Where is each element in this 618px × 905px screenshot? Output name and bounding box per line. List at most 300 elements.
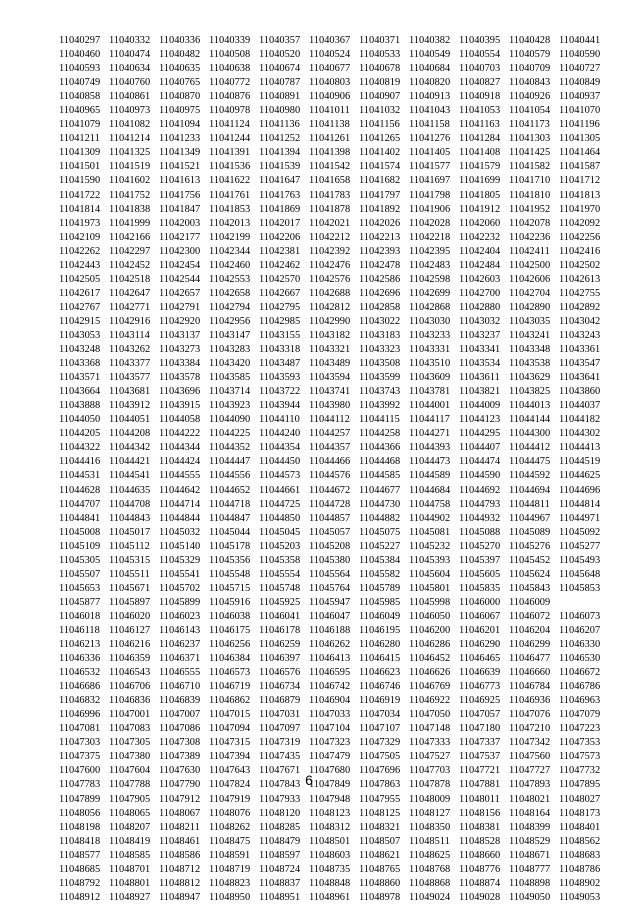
table-cell: 11040907 [359,91,401,103]
table-cell: 11045624 [509,568,551,580]
table-cell: 11042647 [109,287,151,299]
table-cell: 11046038 [209,610,251,622]
table-cell: 11045277 [559,540,601,552]
table-cell: 11044718 [209,498,251,510]
table-cell: 11042915 [59,315,101,327]
table-cell: 11047899 [59,793,101,805]
table-cell: 11044473 [409,456,451,468]
table-cell: 11047505 [359,751,401,763]
table-row [59,203,609,217]
table-cell: 11041325 [109,147,151,159]
table-cell: 11042990 [309,315,351,327]
table-cell: 11042956 [209,315,251,327]
table-cell: 11047721 [459,765,501,777]
table-cell: 11042812 [309,301,351,313]
table-cell: 11047630 [159,765,201,777]
table-cell: 11045045 [259,526,301,538]
table-cell: 11045208 [309,540,351,552]
table-cell: 11041252 [259,133,301,145]
table-cell: 11046009 [509,596,551,608]
table-cell: 11047727 [509,765,551,777]
table-cell: 11041587 [559,161,601,173]
table-cell: 11044730 [359,498,401,510]
table-cell: 11044354 [259,442,301,454]
table-cell: 11041398 [309,147,351,159]
table-cell: 11042460 [209,259,251,271]
table-cell: 11042890 [509,301,551,313]
table-cell: 11045088 [459,526,501,538]
table-row [59,821,609,835]
table-cell: 11044447 [209,456,251,468]
table-row [59,540,609,554]
table-cell: 11042218 [409,231,451,243]
table-cell: 11047086 [159,723,201,735]
table-cell: 11045748 [259,582,301,594]
table-cell: 11042297 [109,245,151,257]
table-cell: 11047094 [209,723,251,735]
table-row [59,357,609,371]
table-cell: 11048027 [559,793,601,805]
table-cell: 11048381 [459,821,501,833]
table-cell: 11047537 [459,751,501,763]
table-cell: 11045092 [559,526,601,538]
table-cell: 11044366 [359,442,401,454]
table-cell: 11041973 [59,217,101,229]
table-cell: 11040371 [359,35,401,46]
table-cell: 11043534 [459,358,501,370]
table-cell: 11047573 [559,751,601,763]
table-cell: 11049053 [559,891,601,903]
table-cell: 11048076 [209,807,251,819]
table-cell: 11046262 [309,639,351,651]
table-cell: 11043248 [59,344,101,356]
table-cell: 11047083 [109,723,151,735]
table-cell: 11042598 [409,273,451,285]
table-cell: 11047319 [259,737,301,749]
table-cell: 11045671 [109,582,151,594]
table-cell: 11046143 [159,624,201,636]
table-cell: 11048262 [209,821,251,833]
table-cell: 11041233 [159,133,201,145]
table-cell: 11043348 [509,344,551,356]
table-cell: 11044590 [459,470,501,482]
table-cell: 11044661 [259,484,301,496]
table-cell: 11041602 [109,175,151,187]
table-cell: 11042443 [59,259,101,271]
table-cell: 11042078 [509,217,551,229]
table-cell: 11048801 [109,877,151,889]
table-cell: 11046073 [559,610,601,622]
table-row [59,48,609,62]
table-cell: 11048712 [159,863,201,875]
table-row [59,329,609,343]
table-row [59,484,609,498]
table-cell: 11042518 [109,273,151,285]
table-cell: 11043571 [59,372,101,384]
table-cell: 11047057 [459,709,501,721]
table-cell: 11046397 [259,653,301,665]
table-cell: 11041284 [459,133,501,145]
table-cell: 11043696 [159,386,201,398]
table-cell: 11047919 [209,793,251,805]
table-cell: 11045044 [209,526,251,538]
table-cell: 11046922 [409,695,451,707]
table-cell: 11047305 [109,737,151,749]
table-cell: 11042236 [509,231,551,243]
table-cell: 11047333 [409,737,451,749]
table-cell: 11044708 [109,498,151,510]
table-cell: 11048418 [59,835,101,847]
table-cell: 11040579 [509,49,551,61]
table-cell: 11047380 [109,751,151,763]
table-cell: 11047604 [109,765,151,777]
table-cell: 11041590 [59,175,101,187]
table-cell: 11042617 [59,287,101,299]
table-cell: 11043585 [209,372,251,384]
table-cell: 11041805 [459,189,501,201]
table-cell: 11042755 [559,287,601,299]
table-cell: 11040339 [209,35,251,46]
table-cell: 11048312 [309,821,351,833]
table-cell: 11040749 [59,77,101,89]
table-cell: 11046672 [559,667,601,679]
table-cell: 11044090 [209,414,251,426]
table-cell: 11040554 [459,49,501,61]
table-cell: 11046200 [409,624,451,636]
table-cell: 11047034 [359,709,401,721]
table-cell: 11040819 [359,77,401,89]
table-cell: 11041783 [309,189,351,201]
table-cell: 11042570 [259,273,301,285]
table-cell: 11046047 [309,610,351,622]
table-cell: 11047948 [309,793,351,805]
table-cell: 11048009 [409,793,451,805]
table-cell: 11040861 [109,91,151,103]
table-cell: 11042791 [159,301,201,313]
table-cell: 11042452 [109,259,151,271]
table-cell: 11043538 [509,358,551,370]
table-cell: 11046879 [259,695,301,707]
table-cell: 11044424 [159,456,201,468]
table-cell: 11048067 [159,807,201,819]
table-cell: 11043577 [109,372,151,384]
table-cell: 11047955 [359,793,401,805]
table-cell: 11048947 [159,891,201,903]
table-cell: 11042553 [209,273,251,285]
table-cell: 11041847 [159,203,201,215]
table-cell: 11044421 [109,456,151,468]
table-cell: 11047050 [409,709,451,721]
table-cell: 11041682 [359,175,401,187]
table-cell: 11047783 [59,779,101,791]
table-cell: 11048777 [509,863,551,875]
table-cell: 11046626 [409,667,451,679]
table-row [59,891,609,905]
table-cell: 11041163 [459,119,500,131]
table-cell: 11044811 [509,498,550,510]
table-cell: 11043032 [459,315,501,327]
table-cell: 11041712 [559,175,601,187]
table-cell: 11048056 [59,807,101,819]
table-cell: 11046573 [209,667,251,679]
table-cell: 11048786 [559,863,601,875]
table-cell: 11047033 [309,709,351,721]
table-cell: 11042771 [109,301,151,313]
table-cell: 11040635 [159,63,201,75]
table-cell: 11046067 [459,610,501,622]
table-cell: 11048120 [259,807,301,819]
table-cell: 11044117 [409,414,450,426]
table-cell: 11045507 [59,568,101,580]
table-cell: 11041878 [309,203,351,215]
table-cell: 11040870 [159,91,201,103]
table-cell: 11048768 [409,863,451,875]
table-cell: 11043321 [309,344,351,356]
table-cell: 11042166 [109,231,151,243]
table-cell: 11048401 [559,821,601,833]
table-row [59,694,609,708]
table-cell: 11042199 [209,231,251,243]
table-cell: 11046020 [109,610,151,622]
table-cell: 11045358 [259,554,301,566]
table-cell: 11044466 [309,456,351,468]
table-cell: 11046769 [409,681,451,693]
table-cell: 11046204 [509,624,551,636]
table-cell: 11046532 [59,667,101,679]
table-cell: 11045109 [59,540,101,552]
table-cell: 11044257 [309,428,351,440]
table-cell: 11046118 [59,624,100,636]
table-cell: 11046336 [59,653,101,665]
table-row [59,76,609,90]
table-cell: 11044541 [109,470,151,482]
table-cell: 11041196 [559,119,600,131]
table-cell: 11041539 [259,161,301,173]
table-cell: 11046477 [509,653,551,665]
table-cell: 11041622 [209,175,251,187]
table-cell: 11046041 [259,610,301,622]
table-cell: 11042985 [259,315,301,327]
table-cell: 11046384 [209,653,251,665]
table-cell: 11041658 [309,175,351,187]
table-cell: 11044058 [159,414,201,426]
table-cell: 11040787 [259,77,301,89]
table-cell: 11047210 [509,723,551,735]
table-cell: 11046018 [59,610,101,622]
table-row [59,343,609,357]
table-cell: 11044696 [559,484,601,496]
table-cell: 11040336 [159,35,201,46]
table-cell: 11046000 [459,596,501,608]
table-cell: 11040524 [309,49,351,61]
table-cell: 11046555 [159,667,201,679]
table-cell: 11040849 [559,77,601,89]
table-cell: 11046207 [559,624,601,636]
table-cell: 11041391 [209,147,251,159]
table-cell: 11041211 [59,133,100,145]
table-cell: 11045081 [409,526,451,538]
table-cell: 11046839 [159,695,201,707]
table-cell: 11041521 [159,161,201,173]
table-cell: 11047435 [259,751,301,763]
table-cell: 11045801 [409,582,451,594]
table-cell: 11041158 [409,119,450,131]
table-cell: 11046127 [109,624,151,636]
table-cell: 11046256 [209,639,251,651]
table-cell: 11047849 [309,779,351,791]
table-cell: 11044625 [559,470,601,482]
table-cell: 11048475 [209,835,251,847]
table-cell: 11044240 [259,428,301,440]
table-cell: 11047881 [459,779,501,791]
table-cell: 11046465 [459,653,501,665]
table-cell: 11046330 [559,639,601,651]
table-row [59,132,609,146]
table-cell: 11046862 [209,695,251,707]
table-cell: 11044271 [409,428,451,440]
table-cell: 11044677 [359,484,401,496]
table-cell: 11042404 [459,245,501,257]
table-cell: 11044475 [509,456,551,468]
table-cell: 11043384 [159,358,201,370]
table-cell: 11046904 [309,695,351,707]
table-cell: 11041261 [309,133,351,145]
table-cell: 11042794 [209,301,251,313]
table-cell: 11044001 [409,400,451,412]
table-cell: 11041853 [209,203,251,215]
table-cell: 11040357 [259,35,301,46]
table-cell: 11048660 [459,849,501,861]
table-cell: 11040703 [459,63,501,75]
table-cell: 11045493 [559,554,601,566]
table-cell: 11046050 [409,610,451,622]
table-cell: 11043262 [109,344,151,356]
table-cell: 11043035 [509,315,551,327]
table-cell: 11044652 [209,484,251,496]
table-cell: 11045764 [309,582,351,594]
table-cell: 11043283 [209,344,251,356]
table-cell: 11045032 [159,526,201,538]
table-cell: 11048902 [559,877,601,889]
table-cell: 11042395 [409,245,451,257]
table-cell: 11045140 [159,540,201,552]
table-cell: 11048529 [509,835,551,847]
table-cell: 11048125 [359,807,401,819]
table-cell: 11041814 [59,203,101,215]
table-cell: 11047696 [359,765,401,777]
table-cell: 11047104 [309,723,351,735]
table-row [59,427,609,441]
table-cell: 11041303 [509,133,551,145]
table-cell: 11045648 [559,568,601,580]
table-cell: 11040460 [59,49,101,61]
table-cell: 11043980 [309,400,351,412]
table-row [59,259,609,273]
table-cell: 11040590 [559,49,601,61]
table-cell: 11044882 [359,512,401,524]
table-cell: 11042483 [409,259,451,271]
table-cell: 11048577 [59,849,101,861]
table-cell: 11045947 [309,596,351,608]
table-cell: 11041394 [259,147,301,159]
table-cell: 11043641 [559,372,601,384]
table-cell: 11043155 [259,329,301,341]
table-cell: 11046595 [309,667,351,679]
table-cell: 11046049 [359,610,401,622]
table-cell: 11047315 [209,737,251,749]
table-cell: 11043114 [109,329,150,341]
table-cell: 11042476 [309,259,351,271]
table-cell: 11045276 [509,540,551,552]
table-cell: 11046784 [509,681,551,693]
table-cell: 11046686 [59,681,101,693]
table-cell: 11041710 [509,175,551,187]
table-cell: 11048350 [409,821,451,833]
table-cell: 11041536 [209,161,251,173]
table-cell: 11042880 [459,301,501,313]
table-row [59,287,609,301]
table-cell: 11043593 [259,372,301,384]
table-cell: 11046925 [459,695,501,707]
table-cell: 11040926 [509,91,551,103]
table-cell: 11043888 [59,400,101,412]
table-cell: 11048603 [309,849,351,861]
table-cell: 11044450 [259,456,301,468]
table-cell: 11044847 [209,512,251,524]
table-cell: 11045075 [359,526,401,538]
table-cell: 11047843 [259,779,301,791]
table-cell: 11048951 [259,891,301,903]
table-cell: 11042213 [359,231,401,243]
table-cell: 11044555 [159,470,201,482]
table-cell: 11047031 [259,709,301,721]
table-cell: 11042696 [359,287,401,299]
table-cell: 11042603 [459,273,501,285]
table-cell: 11045393 [409,554,451,566]
table-cell: 11044589 [409,470,451,482]
table-row [59,736,609,750]
table-cell: 11048127 [409,807,451,819]
table-cell: 11044112 [309,414,350,426]
table-cell: 11048207 [109,821,151,833]
table-cell: 11046623 [359,667,401,679]
table-cell: 11046996 [59,709,101,721]
table-cell: 11043825 [509,386,551,398]
table-cell: 11047148 [409,723,451,735]
table-cell: 11045008 [59,526,101,538]
table-cell: 11040428 [509,35,551,46]
table-cell: 11048961 [309,891,351,903]
table-cell: 11040482 [159,49,201,61]
table-cell: 11044412 [509,442,551,454]
table-row [59,245,609,259]
table-row [59,498,609,512]
table-cell: 11047394 [209,751,251,763]
table-cell: 11040677 [309,63,351,75]
table-cell: 11041579 [459,161,501,173]
table-cell: 11043487 [259,358,301,370]
table-cell: 11044576 [309,470,351,482]
table-cell: 11044295 [459,428,501,440]
table-cell: 11040709 [509,63,551,75]
table-cell: 11041276 [409,133,451,145]
table-cell: 11040332 [109,35,151,46]
table-cell: 11042916 [109,315,151,327]
table-cell: 11044573 [259,470,301,482]
table-cell: 11046195 [359,624,401,636]
table-cell: 11041032 [359,105,401,117]
table-cell: 11043741 [309,386,351,398]
